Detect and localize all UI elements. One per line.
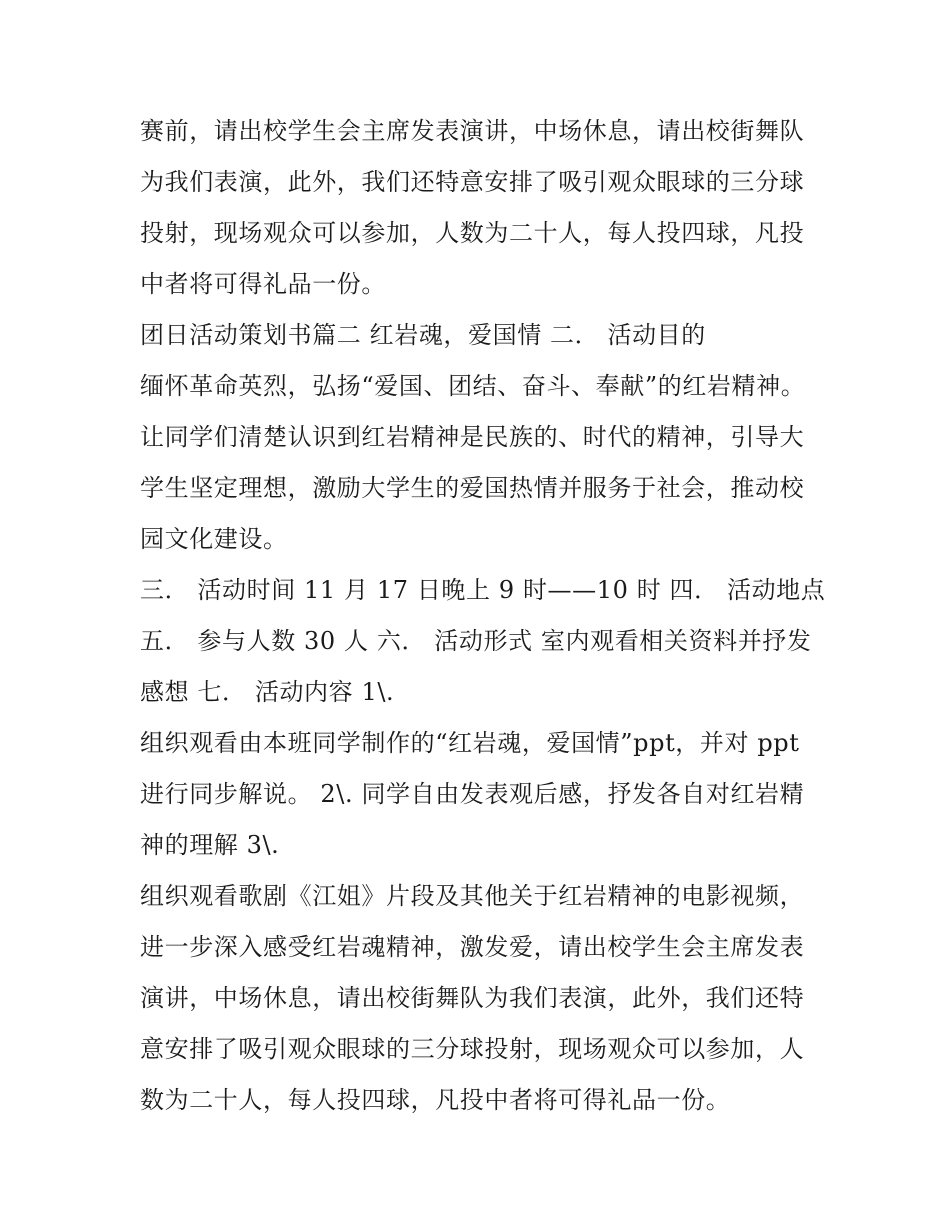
text-line: 五． 参与人数 30 人 六． 活动形式 室内观看相关资料并抒发: [140, 627, 812, 655]
text-line: 感想 七． 活动内容 1\.: [140, 678, 395, 706]
text-line: 缅怀革命英烈，弘扬“爱国、团结、奋斗、奉献”的红岩精神。: [140, 372, 806, 400]
text-line: 数为二十人，每人投四球，凡投中者将可得礼品一份。: [140, 1086, 731, 1114]
text-line: 演讲，中场休息，请出校街舞队为我们表演，此外，我们还特: [140, 984, 805, 1012]
text-line: 组织观看歌剧《江姐》片段及其他关于红岩精神的电影视频，: [140, 882, 805, 910]
document-body: [140, 106, 826, 1126]
text-line: 园文化建设。: [140, 525, 288, 553]
text-line: 组织观看由本班同学制作的“红岩魂，爱国情”ppt，并对 ppt: [140, 729, 800, 757]
text-line: 进一步深入感受红岩魂精神，激发爱，请出校学生会主席发表: [140, 933, 805, 961]
text-line: 让同学们清楚认识到红岩精神是民族的、时代的精神，引导大: [140, 423, 805, 451]
section-heading-line: 团日活动策划书篇二 红岩魂，爱国情 二． 活动目的: [140, 321, 706, 349]
text-line: 中者将可得礼品一份。: [140, 270, 386, 298]
text-line: 三． 活动时间 11 月 17 日晚上 9 时——10 时 四． 活动地点: [140, 576, 826, 604]
text-line: 为我们表演，此外，我们还特意安排了吸引观众眼球的三分球: [140, 168, 805, 196]
text-line: 进行同步解说。 2\. 同学自由发表观后感，抒发各自对红岩精: [140, 780, 805, 808]
text-line: 神的理解 3\.: [140, 831, 280, 859]
text-line: 赛前，请出校学生会主席发表演讲，中场休息，请出校街舞队: [140, 117, 805, 145]
text-line: 投射，现场观众可以参加，人数为二十人，每人投四球，凡投: [140, 219, 805, 247]
text-line: 意安排了吸引观众眼球的三分球投射，现场观众可以参加，人: [140, 1035, 805, 1063]
text-line: 学生坚定理想，激励大学生的爱国热情并服务于社会，推动校: [140, 474, 805, 502]
